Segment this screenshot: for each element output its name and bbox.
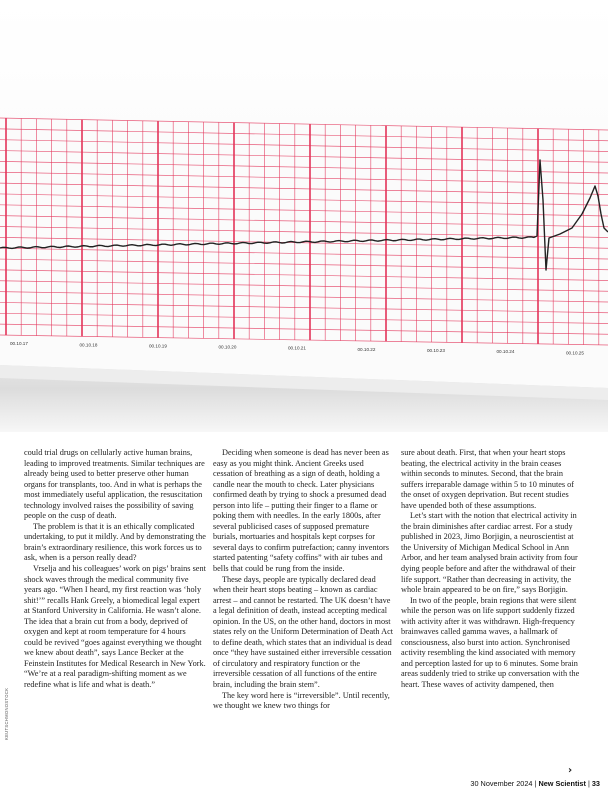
time-label: 00.10.25: [566, 350, 584, 356]
publication-name: New Scientist: [538, 779, 586, 788]
article-column-1: [24, 448, 206, 691]
article-column-3: [401, 448, 583, 691]
time-label: 00.10.17: [10, 341, 28, 347]
time-label: 00.10.19: [149, 343, 167, 349]
paragraph: The key word here is “irreversible”. Until recently, we thought we knew two things for: [213, 690, 390, 711]
paragraph: Let’s start with the notion that electrical activity in the brain diminishes after cardiac arrest. For a study published in 2023, Jimo Borjigin, a neuroscientist at the University of Michigan Medical School in Ann Arbor, and her team analysed brain activity from four dying people before and after the withdrawal of their life support. “Rather than decreasing in activity, the whole brain appeared to be on fire,” says Borjigin.: [401, 511, 578, 595]
time-label: 00.10.18: [79, 342, 98, 348]
paragraph: sure about death. First, that when your heart stops beating, the electrical activity in the brain ceases within seconds to minutes. Second, that the brain suffers irreparable damage within 5 to 10 minutes of the onset of oxygen deprivation. But recent studies have upended both of these assumptions.: [401, 448, 575, 510]
continue-arrow-icon: ›: [568, 765, 573, 776]
time-label: 00.10.23: [427, 348, 445, 354]
article-column-2: [213, 448, 395, 712]
paragraph: Vrselja and his colleagues’ work on pigs’ brains sent shock waves through the medical community five years ago. “When I heard, my first reaction was ‘holy shit!’” recalls Hank Greely, a biomedical legal expert at Stanford University in California. He wasn’t alone. The idea that a brain cut from a body, deprived of oxygen and kept at room temperature for 4 hours could be revived “goes against everything we thought we knew about death”, says Lance Becker at the Feinstein Institutes for Medical Research in New York. “We’re at a real paradigm-shifting moment as we redefine what is life and what is death.”: [24, 564, 206, 690]
time-label: 00.10.20: [218, 344, 237, 350]
time-label: 00.10.22: [357, 346, 376, 352]
paragraph: These days, people are typically declared dead when their heart stops beating – known as cardiac arrest – and cannot be restarted. The UK doesn’t have a legal definition of death, instead accepting medical opinion. In the US, on the other hand, doctors in most states rely on the Uniform Determination of Death Act to define death, which states that an individual is dead once “they have sustained either irreversible cessation of circulatory and respiratory function or the irreversible cessation of all functions of the entire brain, including the brain stem”.: [213, 574, 394, 690]
photo-credit: KEUTSCHMONOSTOCK: [4, 687, 9, 740]
page-footer: 30 November 2024 | New Scientist | 33: [470, 779, 600, 788]
page-number: 33: [591, 779, 600, 788]
paragraph: Deciding when someone is dead has never been as easy as you might think. Ancient Greeks used cessation of breathing as a sign of death, holding a candle near the mouth to check. Later physicians confirmed death by trying to shock a presumed dead person into life – putting their finger to a flame or poking them with needles. In the early 1800s, after several publicised cases of supposed premature burials, mortuaries and hospitals kept corpses for several days to confirm putrefaction; canny inventors started patenting “safety coffins” with air tubes and bells that could be rung from the inside.: [213, 448, 389, 574]
time-label: 00.10.24: [496, 349, 515, 355]
time-label: 00.10.21: [288, 345, 306, 351]
paragraph: The problem is that it is an ethically complicated undertaking, to put it mildly. And by demonstrating the brain’s extraordinary resilience, this work forces us to ask, when is a person really dead?: [24, 521, 206, 563]
paragraph: In two of the people, brain regions that were silent while the person was on life support suddenly fizzed with activity after it was withdrawn. High-frequency brainwaves called gamma waves, a hallmark of consciousness, also burst into action. Synchronised activity resembling the kind associated with memory and perception lasted for up to 6 minutes. Some brain areas suddenly tried to strike up conversation with the heart. These waves of activity dampened, then: [401, 595, 580, 690]
issue-date: 30 November 2024: [470, 779, 533, 788]
paragraph: could trial drugs on cellularly active human brains, leading to improved treatments. Similar techniques are already being used to better preserve other human organs for transplants, too. And in what is perhaps the most immediately useful application, the resuscitation technology involved raises the possibility of saving people on the cusp of death.: [24, 448, 205, 521]
